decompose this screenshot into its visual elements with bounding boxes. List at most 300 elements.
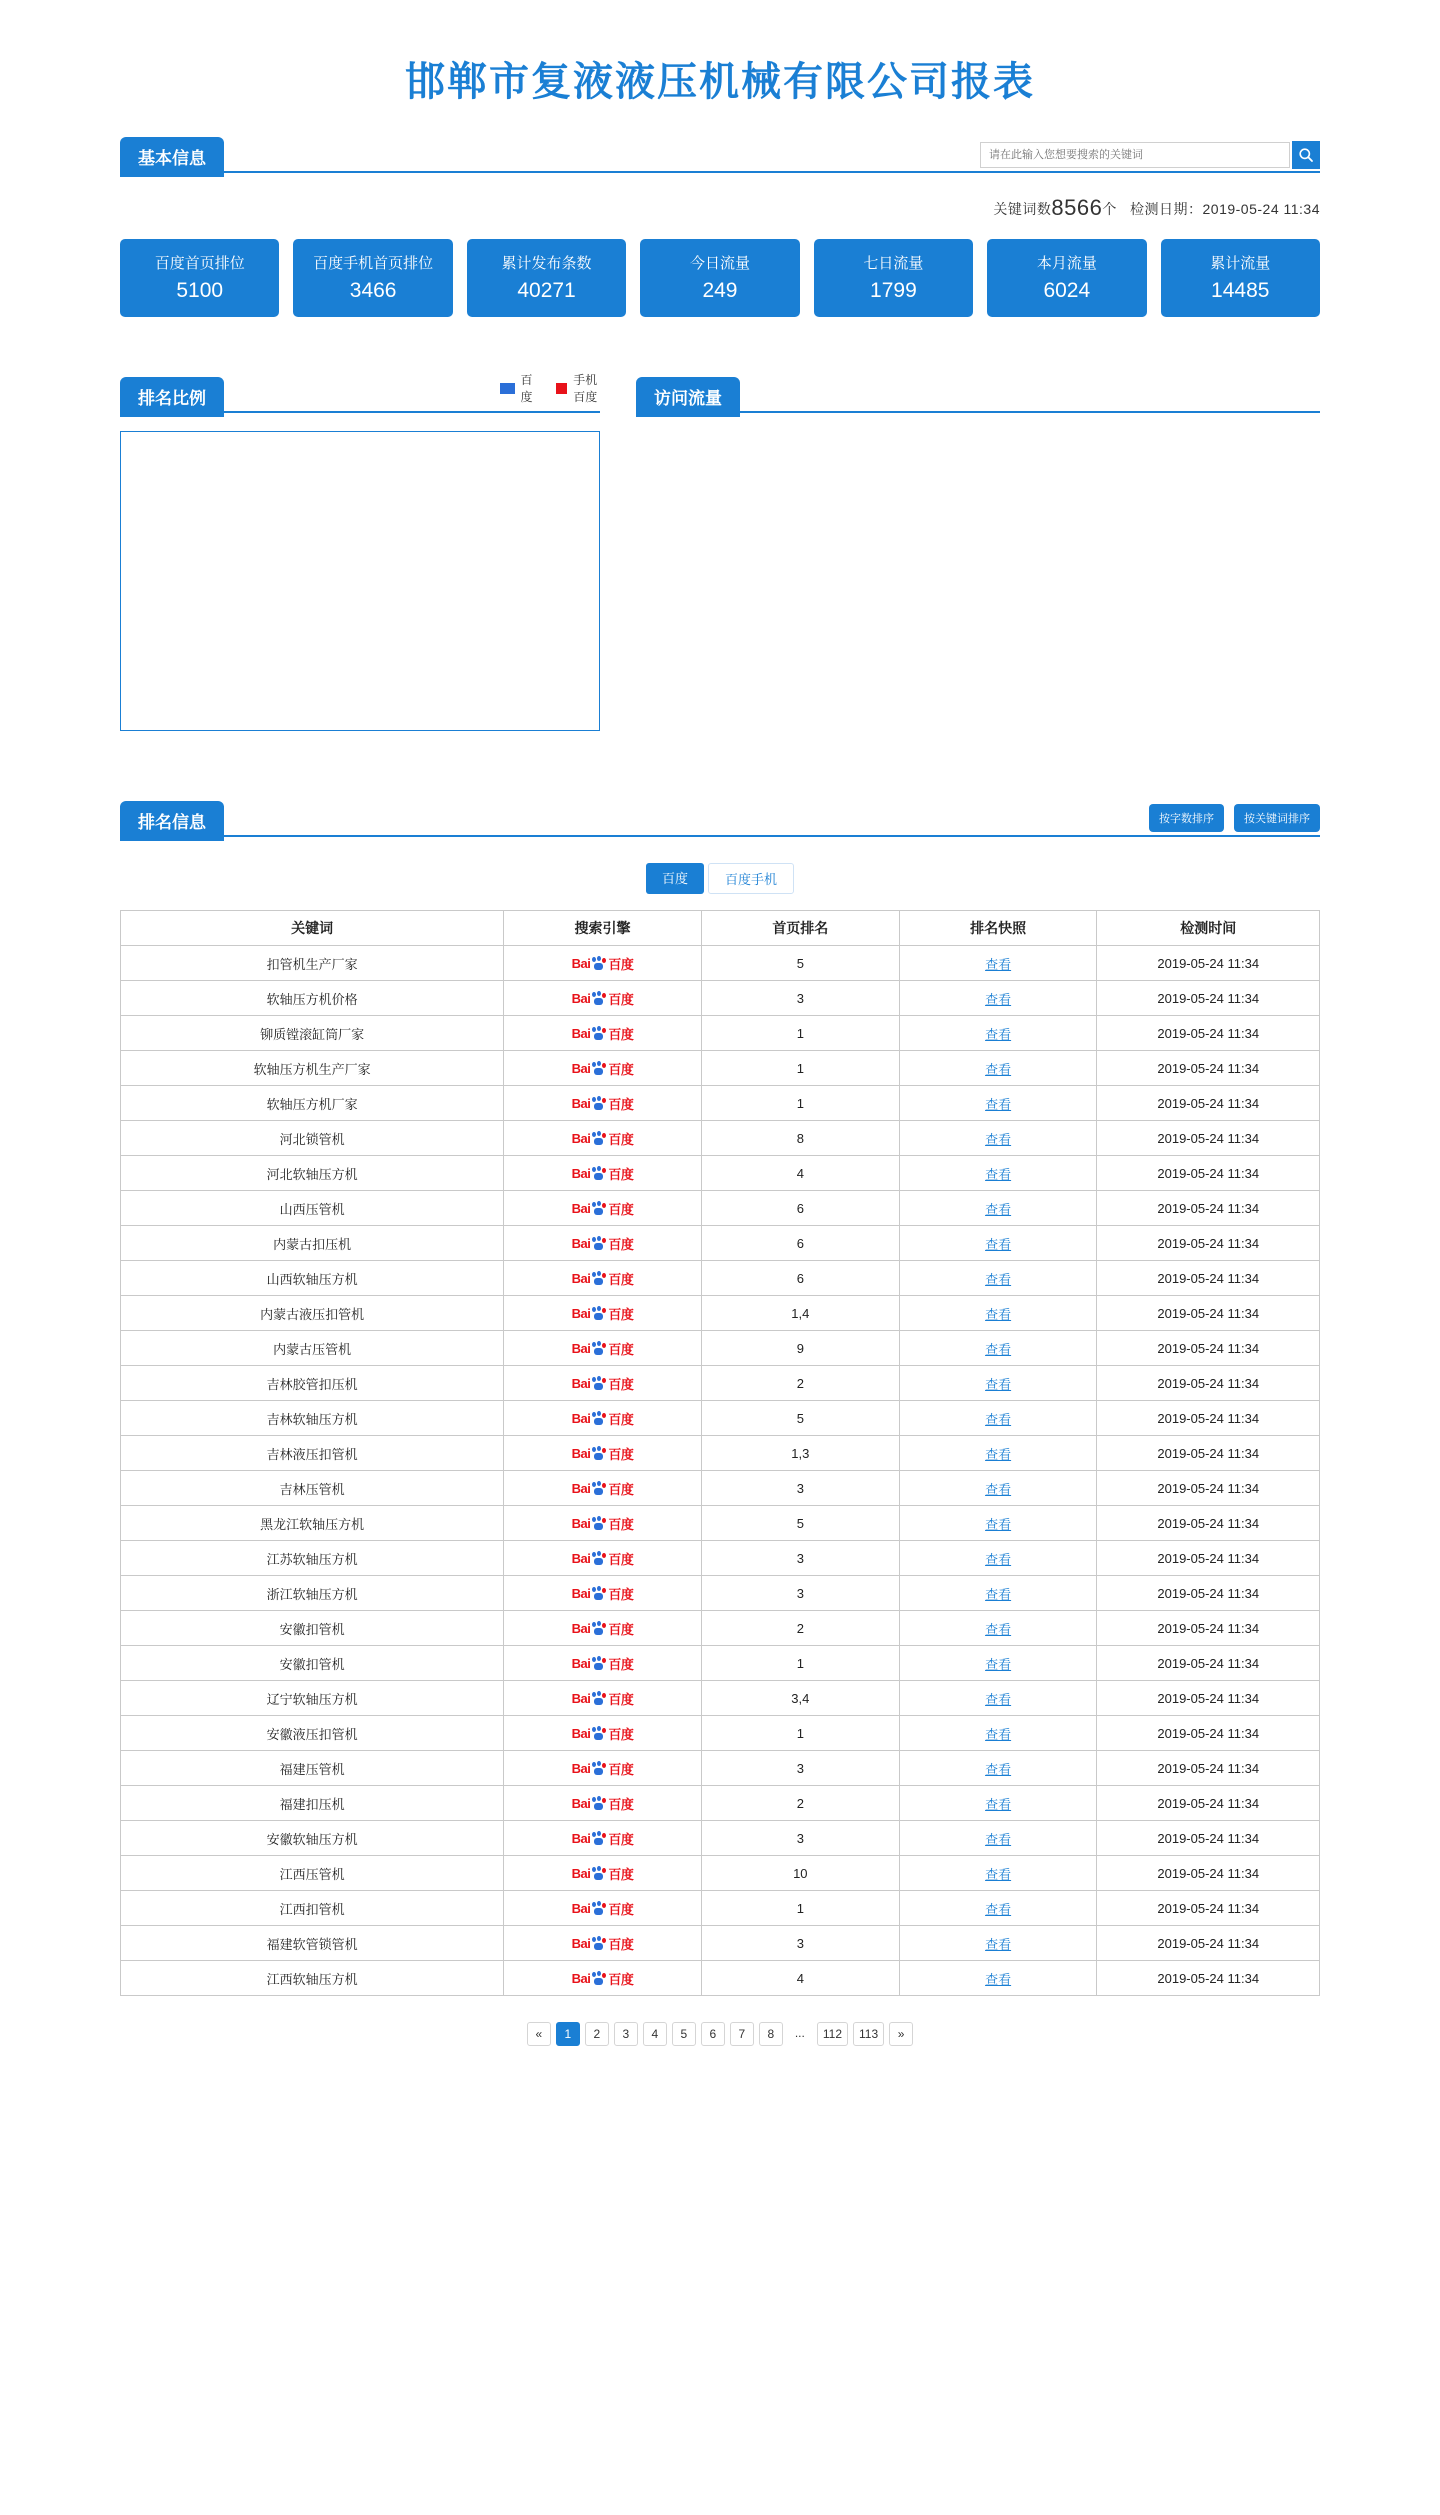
engine-name: 百度 [608, 1551, 634, 1567]
cell-snapshot [899, 1506, 1097, 1541]
engine-name: 百度 [608, 1516, 634, 1532]
cell-rank: 2 [701, 1611, 899, 1646]
baidu-logo-icon: Bai 百度 [571, 1690, 634, 1707]
engine-name: 百度 [608, 1761, 634, 1777]
cell-rank: 2 [701, 1366, 899, 1401]
baidu-logo-icon: Bai 百度 [571, 1235, 634, 1252]
snapshot-link[interactable]: 查看 [985, 1621, 1012, 1637]
cell-snapshot [899, 1331, 1097, 1366]
cell-engine [504, 946, 702, 981]
snapshot-link[interactable]: 查看 [985, 991, 1012, 1007]
cell-time: 2019-05-24 11:34 [1097, 1576, 1320, 1611]
cell-engine [504, 1051, 702, 1086]
keyword-count-prefix: 关键词数 [993, 201, 1052, 217]
snapshot-link[interactable]: 查看 [985, 1166, 1012, 1182]
table-row [121, 1856, 1320, 1891]
keyword-count-unit: 个 [1102, 201, 1117, 217]
stat-card-total-published[interactable] [467, 239, 626, 317]
baidu-logo-icon: Bai 百度 [571, 1620, 634, 1637]
cell-keyword: 吉林压管机 [121, 1471, 504, 1506]
traffic-label: 访问流量 [636, 377, 740, 417]
engine-name: 百度 [608, 1061, 634, 1077]
stat-label: 七日流量 [863, 255, 924, 272]
cell-time: 2019-05-24 11:34 [1097, 1786, 1320, 1821]
cell-snapshot [899, 1611, 1097, 1646]
cell-snapshot [899, 1051, 1097, 1086]
cell-rank: 5 [701, 946, 899, 981]
baidu-logo-icon: Bai 百度 [571, 1900, 634, 1917]
stat-card-month-traffic[interactable] [987, 239, 1146, 317]
tab-baidu-mobile[interactable]: 百度手机 [708, 863, 794, 894]
cell-keyword: 安徽扣管机 [121, 1646, 504, 1681]
cell-engine [504, 1261, 702, 1296]
snapshot-link[interactable]: 查看 [985, 1446, 1012, 1462]
stat-card-total-traffic[interactable] [1161, 239, 1320, 317]
cell-time: 2019-05-24 11:34 [1097, 981, 1320, 1016]
engine-name: 百度 [608, 1201, 634, 1217]
cell-keyword: 安徽软轴压方机 [121, 1821, 504, 1856]
search-input[interactable] [980, 142, 1290, 168]
baidu-logo-icon: Bai 百度 [571, 1025, 634, 1042]
stat-label: 百度首页排位 [154, 255, 245, 272]
baidu-logo-icon: Bai 百度 [571, 1095, 634, 1112]
cell-time: 2019-05-24 11:34 [1097, 1611, 1320, 1646]
engine-name: 百度 [608, 1446, 634, 1462]
cell-keyword: 河北锁管机 [121, 1121, 504, 1156]
cell-engine [504, 1331, 702, 1366]
baidu-logo-icon: Bai 百度 [571, 1270, 634, 1287]
table-row [121, 1331, 1320, 1366]
table-row [121, 981, 1320, 1016]
engine-name: 百度 [608, 1656, 634, 1672]
baidu-logo-icon: Bai 百度 [571, 1340, 634, 1357]
stat-label: 累计发布条数 [501, 255, 592, 272]
cell-time: 2019-05-24 11:34 [1097, 1156, 1320, 1191]
snapshot-link[interactable]: 查看 [985, 1796, 1012, 1812]
cell-engine [504, 1506, 702, 1541]
table-row [121, 1226, 1320, 1261]
cell-keyword: 江西软轴压方机 [121, 1961, 504, 1996]
cell-keyword: 铆质镗滚缸筒厂家 [121, 1016, 504, 1051]
stat-value: 40271 [517, 279, 576, 302]
engine-name: 百度 [608, 1936, 634, 1952]
engine-name: 百度 [608, 1411, 634, 1427]
table-row [121, 1961, 1320, 1996]
baidu-logo-icon: Bai 百度 [571, 1410, 634, 1427]
sort-by-count-button[interactable]: 按字数排序 [1149, 804, 1224, 832]
baidu-logo-icon: Bai 百度 [571, 1550, 634, 1567]
engine-name: 百度 [608, 1376, 634, 1392]
cell-rank: 1 [701, 1051, 899, 1086]
cell-snapshot [899, 1716, 1097, 1751]
cell-rank: 3 [701, 1926, 899, 1961]
engine-tabs [120, 863, 1320, 894]
cell-keyword: 吉林胶管扣压机 [121, 1366, 504, 1401]
cell-snapshot [899, 1681, 1097, 1716]
cell-time: 2019-05-24 11:34 [1097, 946, 1320, 981]
cell-snapshot [899, 1786, 1097, 1821]
table-row [121, 1681, 1320, 1716]
engine-name: 百度 [608, 1691, 634, 1707]
table-row [121, 1121, 1320, 1156]
stat-card-seven-day-traffic[interactable] [814, 239, 973, 317]
snapshot-link[interactable]: 查看 [985, 1411, 1012, 1427]
cell-rank: 4 [701, 1961, 899, 1996]
cell-time: 2019-05-24 11:34 [1097, 1856, 1320, 1891]
snapshot-link[interactable]: 查看 [985, 1656, 1012, 1672]
table-row [121, 1506, 1320, 1541]
pagination-page-5[interactable]: 5 [672, 2022, 696, 2046]
cell-snapshot [899, 1016, 1097, 1051]
baidu-logo-icon: Bai 百度 [571, 990, 634, 1007]
pagination-page-2[interactable]: 2 [585, 2022, 609, 2046]
cell-snapshot [899, 1401, 1097, 1436]
cell-keyword: 福建压管机 [121, 1751, 504, 1786]
snapshot-link[interactable]: 查看 [985, 1271, 1012, 1287]
baidu-logo-icon: Bai 百度 [571, 1060, 634, 1077]
cell-engine [504, 1926, 702, 1961]
baidu-logo-icon: Bai 百度 [571, 1585, 634, 1602]
stat-card-baidu-mobile-home-rank[interactable] [293, 239, 452, 317]
snapshot-link[interactable]: 查看 [985, 1971, 1012, 1987]
cell-snapshot [899, 946, 1097, 981]
table-row [121, 1191, 1320, 1226]
engine-name: 百度 [608, 1621, 634, 1637]
baidu-logo-icon: Bai 百度 [571, 1375, 634, 1392]
engine-name: 百度 [608, 1901, 634, 1917]
cell-snapshot [899, 1086, 1097, 1121]
cell-engine [504, 1086, 702, 1121]
col-keyword: 关键词 [121, 911, 504, 946]
search-button[interactable] [1292, 141, 1320, 169]
pagination-page-6[interactable]: 6 [701, 2022, 725, 2046]
stat-label: 累计流量 [1210, 255, 1271, 272]
cell-engine [504, 1751, 702, 1786]
col-engine: 搜索引擎 [504, 911, 702, 946]
stat-label: 今日流量 [689, 255, 750, 272]
table-row [121, 1156, 1320, 1191]
search-box [980, 141, 1320, 169]
cell-keyword: 福建扣压机 [121, 1786, 504, 1821]
snapshot-link[interactable]: 查看 [985, 1516, 1012, 1532]
cell-time: 2019-05-24 11:34 [1097, 1401, 1320, 1436]
pagination-prev[interactable]: « [527, 2022, 551, 2046]
cell-rank: 3 [701, 1821, 899, 1856]
cell-engine [504, 1961, 702, 1996]
cell-engine [504, 1611, 702, 1646]
cell-keyword: 江西压管机 [121, 1856, 504, 1891]
baidu-logo-icon: Bai 百度 [571, 1445, 634, 1462]
ranking-table [120, 910, 1320, 1996]
cell-time: 2019-05-24 11:34 [1097, 1926, 1320, 1961]
engine-name: 百度 [608, 1971, 634, 1987]
ranking-header [120, 801, 1320, 837]
pagination-gap: ... [794, 2026, 805, 2040]
cell-engine [504, 1436, 702, 1471]
pagination-next[interactable]: » [889, 2022, 913, 2046]
cell-rank: 6 [701, 1261, 899, 1296]
search-icon [1298, 147, 1314, 163]
cell-time: 2019-05-24 11:34 [1097, 1296, 1320, 1331]
cell-keyword: 内蒙古压管机 [121, 1331, 504, 1366]
legend-swatch-mobile-baidu [556, 383, 567, 394]
cell-time: 2019-05-24 11:34 [1097, 1191, 1320, 1226]
ranking-divider [120, 835, 1320, 837]
stat-card-today-traffic[interactable] [640, 239, 799, 317]
cell-time: 2019-05-24 11:34 [1097, 1121, 1320, 1156]
cell-rank: 1,3 [701, 1436, 899, 1471]
check-date-value: 2019-05-24 11:34 [1202, 201, 1320, 217]
col-snapshot: 排名快照 [899, 911, 1097, 946]
legend-label-mobile-baidu: 手机百度 [573, 373, 598, 404]
table-row [121, 1471, 1320, 1506]
engine-name: 百度 [608, 1026, 634, 1042]
cell-time: 2019-05-24 11:34 [1097, 1331, 1320, 1366]
charts-row [120, 373, 1320, 731]
cell-keyword: 吉林软轴压方机 [121, 1401, 504, 1436]
cell-engine [504, 1576, 702, 1611]
cell-keyword: 江苏软轴压方机 [121, 1541, 504, 1576]
cell-keyword: 安徽液压扣管机 [121, 1716, 504, 1751]
cell-rank: 1 [701, 1646, 899, 1681]
rank-ratio-label: 排名比例 [120, 377, 224, 417]
cell-rank: 3 [701, 1751, 899, 1786]
engine-name: 百度 [608, 991, 634, 1007]
baidu-logo-icon: Bai 百度 [571, 1725, 634, 1742]
cell-snapshot [899, 1751, 1097, 1786]
baidu-logo-icon: Bai 百度 [571, 1970, 634, 1987]
snapshot-link[interactable]: 查看 [985, 1761, 1012, 1777]
cell-time: 2019-05-24 11:34 [1097, 1681, 1320, 1716]
cell-engine [504, 981, 702, 1016]
cell-engine [504, 1541, 702, 1576]
stat-value: 249 [702, 279, 738, 302]
snapshot-link[interactable]: 查看 [985, 1131, 1012, 1147]
cell-time: 2019-05-24 11:34 [1097, 1646, 1320, 1681]
sort-by-keyword-button[interactable]: 按关键词排序 [1234, 804, 1320, 832]
table-row [121, 1051, 1320, 1086]
engine-name: 百度 [608, 1796, 634, 1812]
engine-name: 百度 [608, 1236, 634, 1252]
cell-snapshot [899, 1821, 1097, 1856]
snapshot-link[interactable]: 查看 [985, 1586, 1012, 1602]
baidu-logo-icon: Bai 百度 [571, 1200, 634, 1217]
legend-swatch-baidu [500, 383, 515, 394]
snapshot-link[interactable]: 查看 [985, 1831, 1012, 1847]
table-row [121, 1261, 1320, 1296]
engine-name: 百度 [608, 1866, 634, 1882]
snapshot-link[interactable]: 查看 [985, 1901, 1012, 1917]
baidu-logo-icon: Bai 百度 [571, 1795, 634, 1812]
cell-engine [504, 1401, 702, 1436]
table-row [121, 1296, 1320, 1331]
engine-name: 百度 [608, 1096, 634, 1112]
cell-rank: 3 [701, 1576, 899, 1611]
basic-info-divider [120, 171, 1320, 173]
snapshot-link[interactable]: 查看 [985, 1936, 1012, 1952]
baidu-logo-icon: Bai 百度 [571, 1655, 634, 1672]
cell-rank: 1,4 [701, 1296, 899, 1331]
snapshot-link[interactable]: 查看 [985, 1551, 1012, 1567]
table-row [121, 1401, 1320, 1436]
pagination-page-7[interactable]: 7 [730, 2022, 754, 2046]
stat-value: 1799 [870, 279, 917, 302]
stat-card-baidu-home-rank[interactable] [120, 239, 279, 317]
cell-time: 2019-05-24 11:34 [1097, 1366, 1320, 1401]
cell-snapshot [899, 1226, 1097, 1261]
cell-rank: 1 [701, 1716, 899, 1751]
cell-keyword: 扣管机生产厂家 [121, 946, 504, 981]
cell-rank: 1 [701, 1891, 899, 1926]
stat-value: 14485 [1211, 279, 1270, 302]
table-row [121, 1821, 1320, 1856]
cell-rank: 10 [701, 1856, 899, 1891]
table-row [121, 1786, 1320, 1821]
cell-engine [504, 1016, 702, 1051]
cell-snapshot [899, 1366, 1097, 1401]
cell-time: 2019-05-24 11:34 [1097, 1051, 1320, 1086]
cell-rank: 5 [701, 1401, 899, 1436]
cell-keyword: 安徽扣管机 [121, 1611, 504, 1646]
table-row [121, 1926, 1320, 1961]
cell-keyword: 辽宁软轴压方机 [121, 1681, 504, 1716]
cell-rank: 3,4 [701, 1681, 899, 1716]
cell-time: 2019-05-24 11:34 [1097, 1086, 1320, 1121]
col-time: 检测时间 [1097, 911, 1320, 946]
rank-ratio-legend [500, 371, 600, 405]
stat-label: 百度手机首页排位 [313, 255, 434, 272]
cell-engine [504, 1471, 702, 1506]
snapshot-link[interactable]: 查看 [985, 1691, 1012, 1707]
snapshot-link[interactable]: 查看 [985, 1026, 1012, 1042]
snapshot-link[interactable]: 查看 [985, 1306, 1012, 1322]
tab-baidu[interactable]: 百度 [646, 863, 704, 894]
snapshot-link[interactable]: 查看 [985, 1481, 1012, 1497]
table-row [121, 1646, 1320, 1681]
cell-rank: 6 [701, 1191, 899, 1226]
table-row [121, 1576, 1320, 1611]
table-row [121, 1751, 1320, 1786]
baidu-logo-icon: Bai 百度 [571, 1515, 634, 1532]
cell-snapshot [899, 1436, 1097, 1471]
table-row [121, 1716, 1320, 1751]
cell-rank: 4 [701, 1156, 899, 1191]
cell-keyword: 黑龙江软轴压方机 [121, 1506, 504, 1541]
pagination-page-4[interactable]: 4 [643, 2022, 667, 2046]
engine-name: 百度 [608, 1271, 634, 1287]
snapshot-link[interactable]: 查看 [985, 1726, 1012, 1742]
cell-snapshot [899, 1156, 1097, 1191]
traffic-chart-panel [636, 377, 1320, 731]
cell-engine [504, 1646, 702, 1681]
cell-engine [504, 1191, 702, 1226]
cell-time: 2019-05-24 11:34 [1097, 1716, 1320, 1751]
snapshot-link[interactable]: 查看 [985, 1376, 1012, 1392]
col-rank: 首页排名 [701, 911, 899, 946]
cell-keyword: 浙江软轴压方机 [121, 1576, 504, 1611]
table-row [121, 1436, 1320, 1471]
cell-snapshot [899, 1576, 1097, 1611]
pagination-page-112[interactable]: 112 [817, 2022, 848, 2046]
cell-rank: 3 [701, 1541, 899, 1576]
pagination-page-113[interactable]: 113 [853, 2022, 884, 2046]
pagination-page-3[interactable]: 3 [614, 2022, 638, 2046]
snapshot-link[interactable]: 查看 [985, 1061, 1012, 1077]
cell-keyword: 吉林液压扣管机 [121, 1436, 504, 1471]
cell-time: 2019-05-24 11:34 [1097, 1016, 1320, 1051]
engine-name: 百度 [608, 1726, 634, 1742]
cell-keyword: 山西软轴压方机 [121, 1261, 504, 1296]
snapshot-link[interactable]: 查看 [985, 1341, 1012, 1357]
cell-keyword: 山西压管机 [121, 1191, 504, 1226]
cell-engine [504, 1891, 702, 1926]
cell-rank: 8 [701, 1121, 899, 1156]
cell-time: 2019-05-24 11:34 [1097, 1891, 1320, 1926]
cell-rank: 9 [701, 1331, 899, 1366]
snapshot-link[interactable]: 查看 [985, 1201, 1012, 1217]
snapshot-link[interactable]: 查看 [985, 1096, 1012, 1112]
cell-snapshot [899, 981, 1097, 1016]
legend-item-mobile-baidu [556, 371, 600, 405]
cell-time: 2019-05-24 11:34 [1097, 1471, 1320, 1506]
cell-keyword: 软轴压方机生产厂家 [121, 1051, 504, 1086]
cell-rank: 3 [701, 1471, 899, 1506]
cell-rank: 2 [701, 1786, 899, 1821]
table-row [121, 1541, 1320, 1576]
baidu-logo-icon: Bai 百度 [571, 1760, 634, 1777]
cell-time: 2019-05-24 11:34 [1097, 1436, 1320, 1471]
pagination-page-8[interactable]: 8 [759, 2022, 783, 2046]
page-title: 邯郸市复液液压机械有限公司报表 [405, 60, 1035, 104]
engine-name: 百度 [608, 1586, 634, 1602]
baidu-logo-icon: Bai 百度 [571, 1865, 634, 1882]
keyword-meta [120, 173, 1320, 239]
engine-name: 百度 [608, 1341, 634, 1357]
stat-value: 6024 [1043, 279, 1091, 302]
pagination-page-1[interactable]: 1 [556, 2022, 580, 2046]
basic-info-header [120, 137, 1320, 173]
legend-item-baidu [500, 371, 538, 405]
cell-rank: 1 [701, 1086, 899, 1121]
cell-snapshot [899, 1191, 1097, 1226]
snapshot-link[interactable]: 查看 [985, 1866, 1012, 1882]
cell-engine [504, 1156, 702, 1191]
cell-time: 2019-05-24 11:34 [1097, 1751, 1320, 1786]
basic-info-label: 基本信息 [120, 137, 224, 177]
cell-rank: 5 [701, 1506, 899, 1541]
content-wrapper [120, 137, 1320, 2046]
snapshot-link[interactable]: 查看 [985, 956, 1012, 972]
engine-name: 百度 [608, 1131, 634, 1147]
engine-name: 百度 [608, 956, 634, 972]
cell-snapshot [899, 1856, 1097, 1891]
cell-snapshot [899, 1541, 1097, 1576]
cell-rank: 1 [701, 1016, 899, 1051]
cell-rank: 6 [701, 1226, 899, 1261]
ranking-label: 排名信息 [120, 801, 224, 841]
rank-ratio-chart-panel [120, 373, 600, 731]
snapshot-link[interactable]: 查看 [985, 1236, 1012, 1252]
cell-snapshot [899, 1961, 1097, 1996]
cell-time: 2019-05-24 11:34 [1097, 1261, 1320, 1296]
table-row [121, 1366, 1320, 1401]
engine-name: 百度 [608, 1481, 634, 1497]
traffic-chart-area [636, 431, 1320, 731]
stat-label: 本月流量 [1036, 255, 1097, 272]
table-row [121, 1611, 1320, 1646]
cell-time: 2019-05-24 11:34 [1097, 1821, 1320, 1856]
engine-name: 百度 [608, 1306, 634, 1322]
